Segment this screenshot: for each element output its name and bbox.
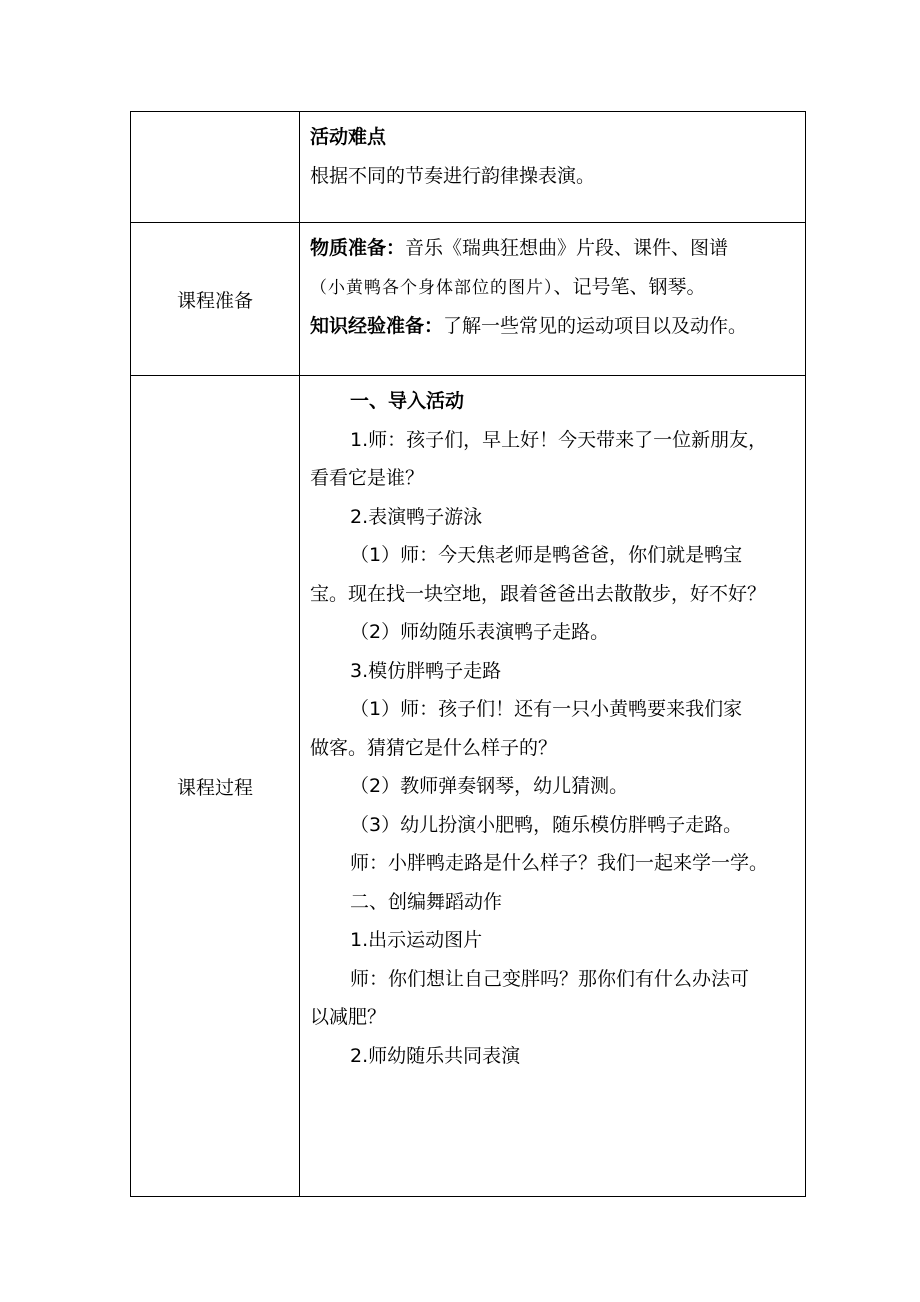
process-line: （2）教师弹奏钢琴，幼儿猜测。 xyxy=(350,775,629,797)
process-row xyxy=(131,376,806,1197)
process-line: 师：小胖鸭走路是什么样子？我们一起来学一学。 xyxy=(350,852,769,874)
process-line: 1.师：孩子们，早上好！今天带来了一位新朋友， xyxy=(350,428,768,451)
process-line: 一、导入活动 xyxy=(350,390,465,412)
process-line: 看看它是谁？ xyxy=(310,467,425,489)
material-cont-line xyxy=(310,274,805,301)
material-cont: （小黄鸭各个身体部位的图片） xyxy=(310,277,554,298)
difficulty-label-cell xyxy=(131,112,300,223)
process-line: 1.出示运动图片 xyxy=(350,929,483,951)
process-line: （3）幼儿扮演小肥鸭，随乐模仿胖鸭子走路。 xyxy=(350,813,743,836)
difficulty-content-cell xyxy=(300,112,806,223)
material-title: 物质准备： xyxy=(310,237,406,259)
process-line: 宝。现在找一块空地，跟着爸爸出去散散步，好不好？ xyxy=(310,582,767,605)
process-line: （1）师：孩子们！还有一只小黄鸭要来我们家 xyxy=(350,698,743,720)
process-line: 以减肥？ xyxy=(310,1006,387,1028)
process-label: 课程过程 xyxy=(131,376,300,1197)
difficulty-text: 根据不同的节奏进行韵律操表演。 xyxy=(310,164,596,187)
process-line: 师：你们想让自己变胖吗？那你们有什么办法可 xyxy=(350,967,750,990)
preparation-content-cell xyxy=(300,223,806,376)
preparation-label: 课程准备 xyxy=(131,223,300,376)
process-line: 做客。猜猜它是什么样子的？ xyxy=(310,736,558,759)
difficulty-title: 活动难点 xyxy=(310,126,387,148)
process-line: （1）师：今天焦老师是鸭爸爸，你们就是鸭宝 xyxy=(350,544,743,566)
knowledge-title: 知识经验准备： xyxy=(310,315,444,337)
preparation-row xyxy=(131,223,806,376)
knowledge-text: 了解一些常见的运动项目以及动作。 xyxy=(443,315,748,337)
material-tail: 、记号笔、钢琴。 xyxy=(553,275,706,298)
process-line: 3.模仿胖鸭子走路 xyxy=(350,659,502,682)
difficulty-row xyxy=(131,112,806,223)
material-line xyxy=(310,235,805,261)
process-line: （2）师幼随乐表演鸭子走路。 xyxy=(350,621,610,643)
process-line: 2.表演鸭子游泳 xyxy=(350,505,483,528)
process-line: 2.师幼随乐共同表演 xyxy=(350,1044,521,1067)
material-text: 音乐《瑞典狂想曲》片段、课件、图谱 xyxy=(405,237,729,259)
knowledge-line xyxy=(310,313,805,339)
lesson-plan-table xyxy=(130,111,806,1197)
process-content-cell xyxy=(300,376,806,1197)
process-line: 二、创编舞蹈动作 xyxy=(350,890,503,913)
